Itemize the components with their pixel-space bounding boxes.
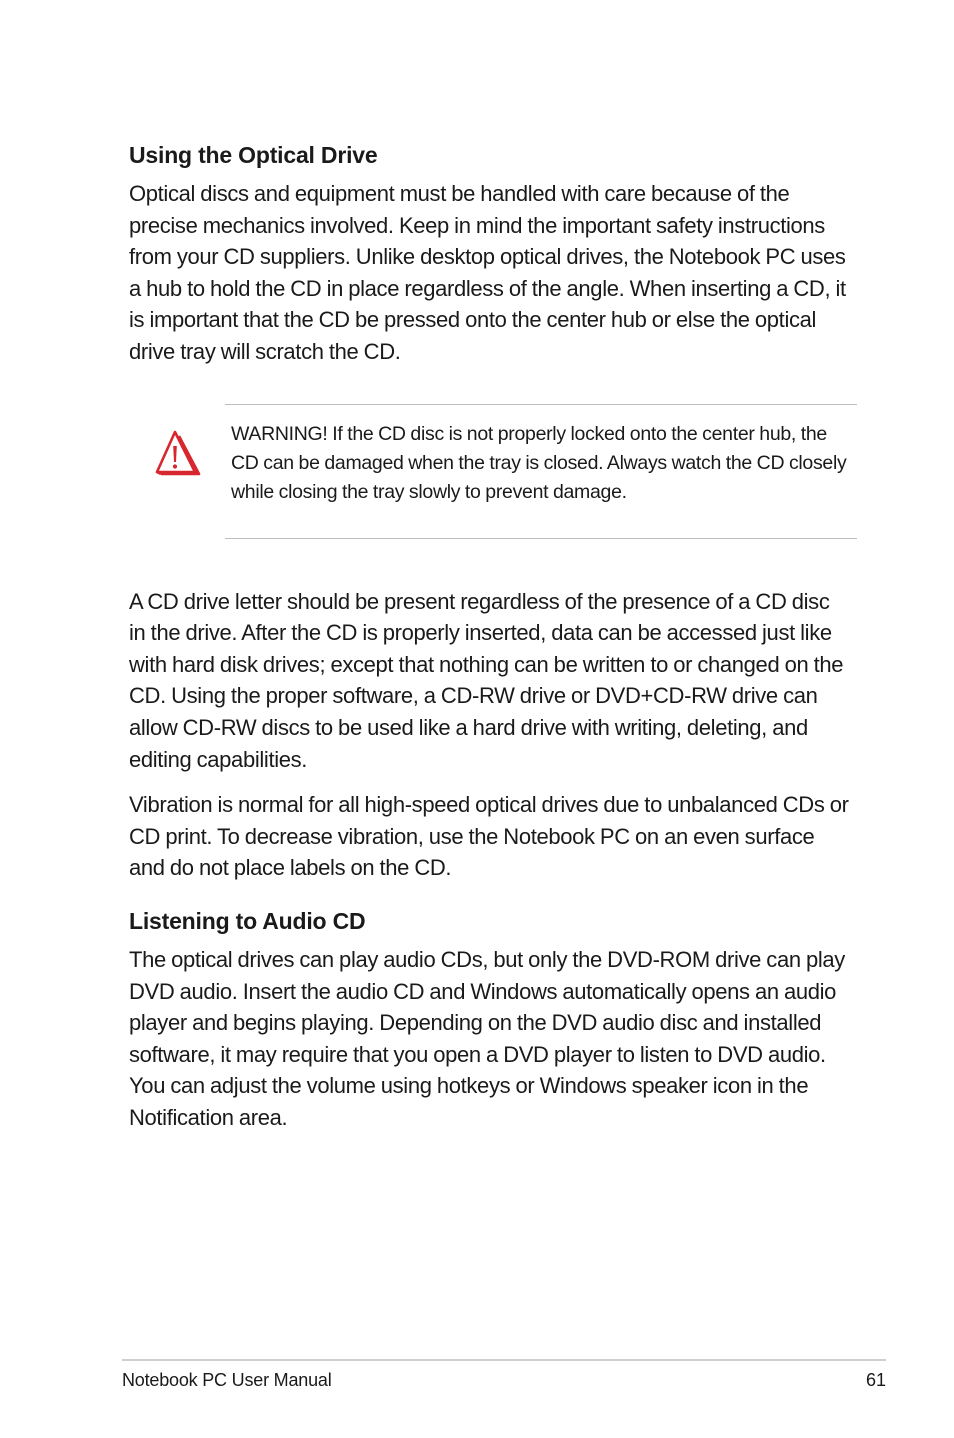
page-content: [129, 140, 851, 1133]
warning-top-rule: [225, 404, 857, 405]
warning-text: WARNING! If the CD disc is not properly locked onto the center hub, the CD can be damaged when the tray is closed. Always watch the CD closely while closing the tray slowly to prevent damage.: [231, 422, 847, 503]
warning-callout: [129, 386, 851, 532]
warning-bottom-rule: [225, 538, 857, 539]
footer-manual-title: Notebook PC User Manual: [122, 1370, 332, 1390]
cd-drive-letter-paragraph: A CD drive letter should be present regardless of the presence of a CD disc in the drive. After the CD is properly inserted, data can be accessed just like with hard disk drives; except that nothing can be written to or changed on the CD. Using the proper software, a CD-RW drive or DVD+CD-RW drive can allow CD-RW discs to be used like a hard drive with writing, deleting, and editing capabilities.: [129, 588, 844, 772]
optical-drive-intro-paragraph: Optical discs and equipment must be handled with care because of the precise mechanics involved. Keep in mind the important safety instructions from your CD suppliers. Unlike desktop optical drives, the Notebook PC uses a hub to hold the CD in place regardless of the angle. When inserting a CD, it is important that the CD be pressed onto the center hub or else the optical drive tray will scratch the CD.: [129, 181, 846, 364]
section-heading-audio-cd: Listening to Audio CD: [129, 907, 366, 934]
page-number: 61: [865, 1370, 886, 1390]
warning-triangle-icon: [151, 428, 203, 480]
section-heading-optical-drive: Using the Optical Drive: [129, 142, 378, 168]
audio-cd-paragraph: The optical drives can play audio CDs, but only the DVD-ROM drive can play DVD audio. Insert the audio CD and Windows automatically opens an audio player and begins playing. Depending on the DVD audio disc and installed software, it may require that you open a DVD player to listen to DVD audio. You can adjust the volume using hotkeys or Windows speaker icon in the Notification area.: [129, 946, 845, 1130]
vibration-paragraph: Vibration is normal for all high-speed optical drives due to unbalanced CDs or CD print. To decrease vibration, use the Notebook PC on an even surface and do not place labels on the CD.: [129, 792, 849, 881]
footer-rule: [122, 1359, 886, 1361]
